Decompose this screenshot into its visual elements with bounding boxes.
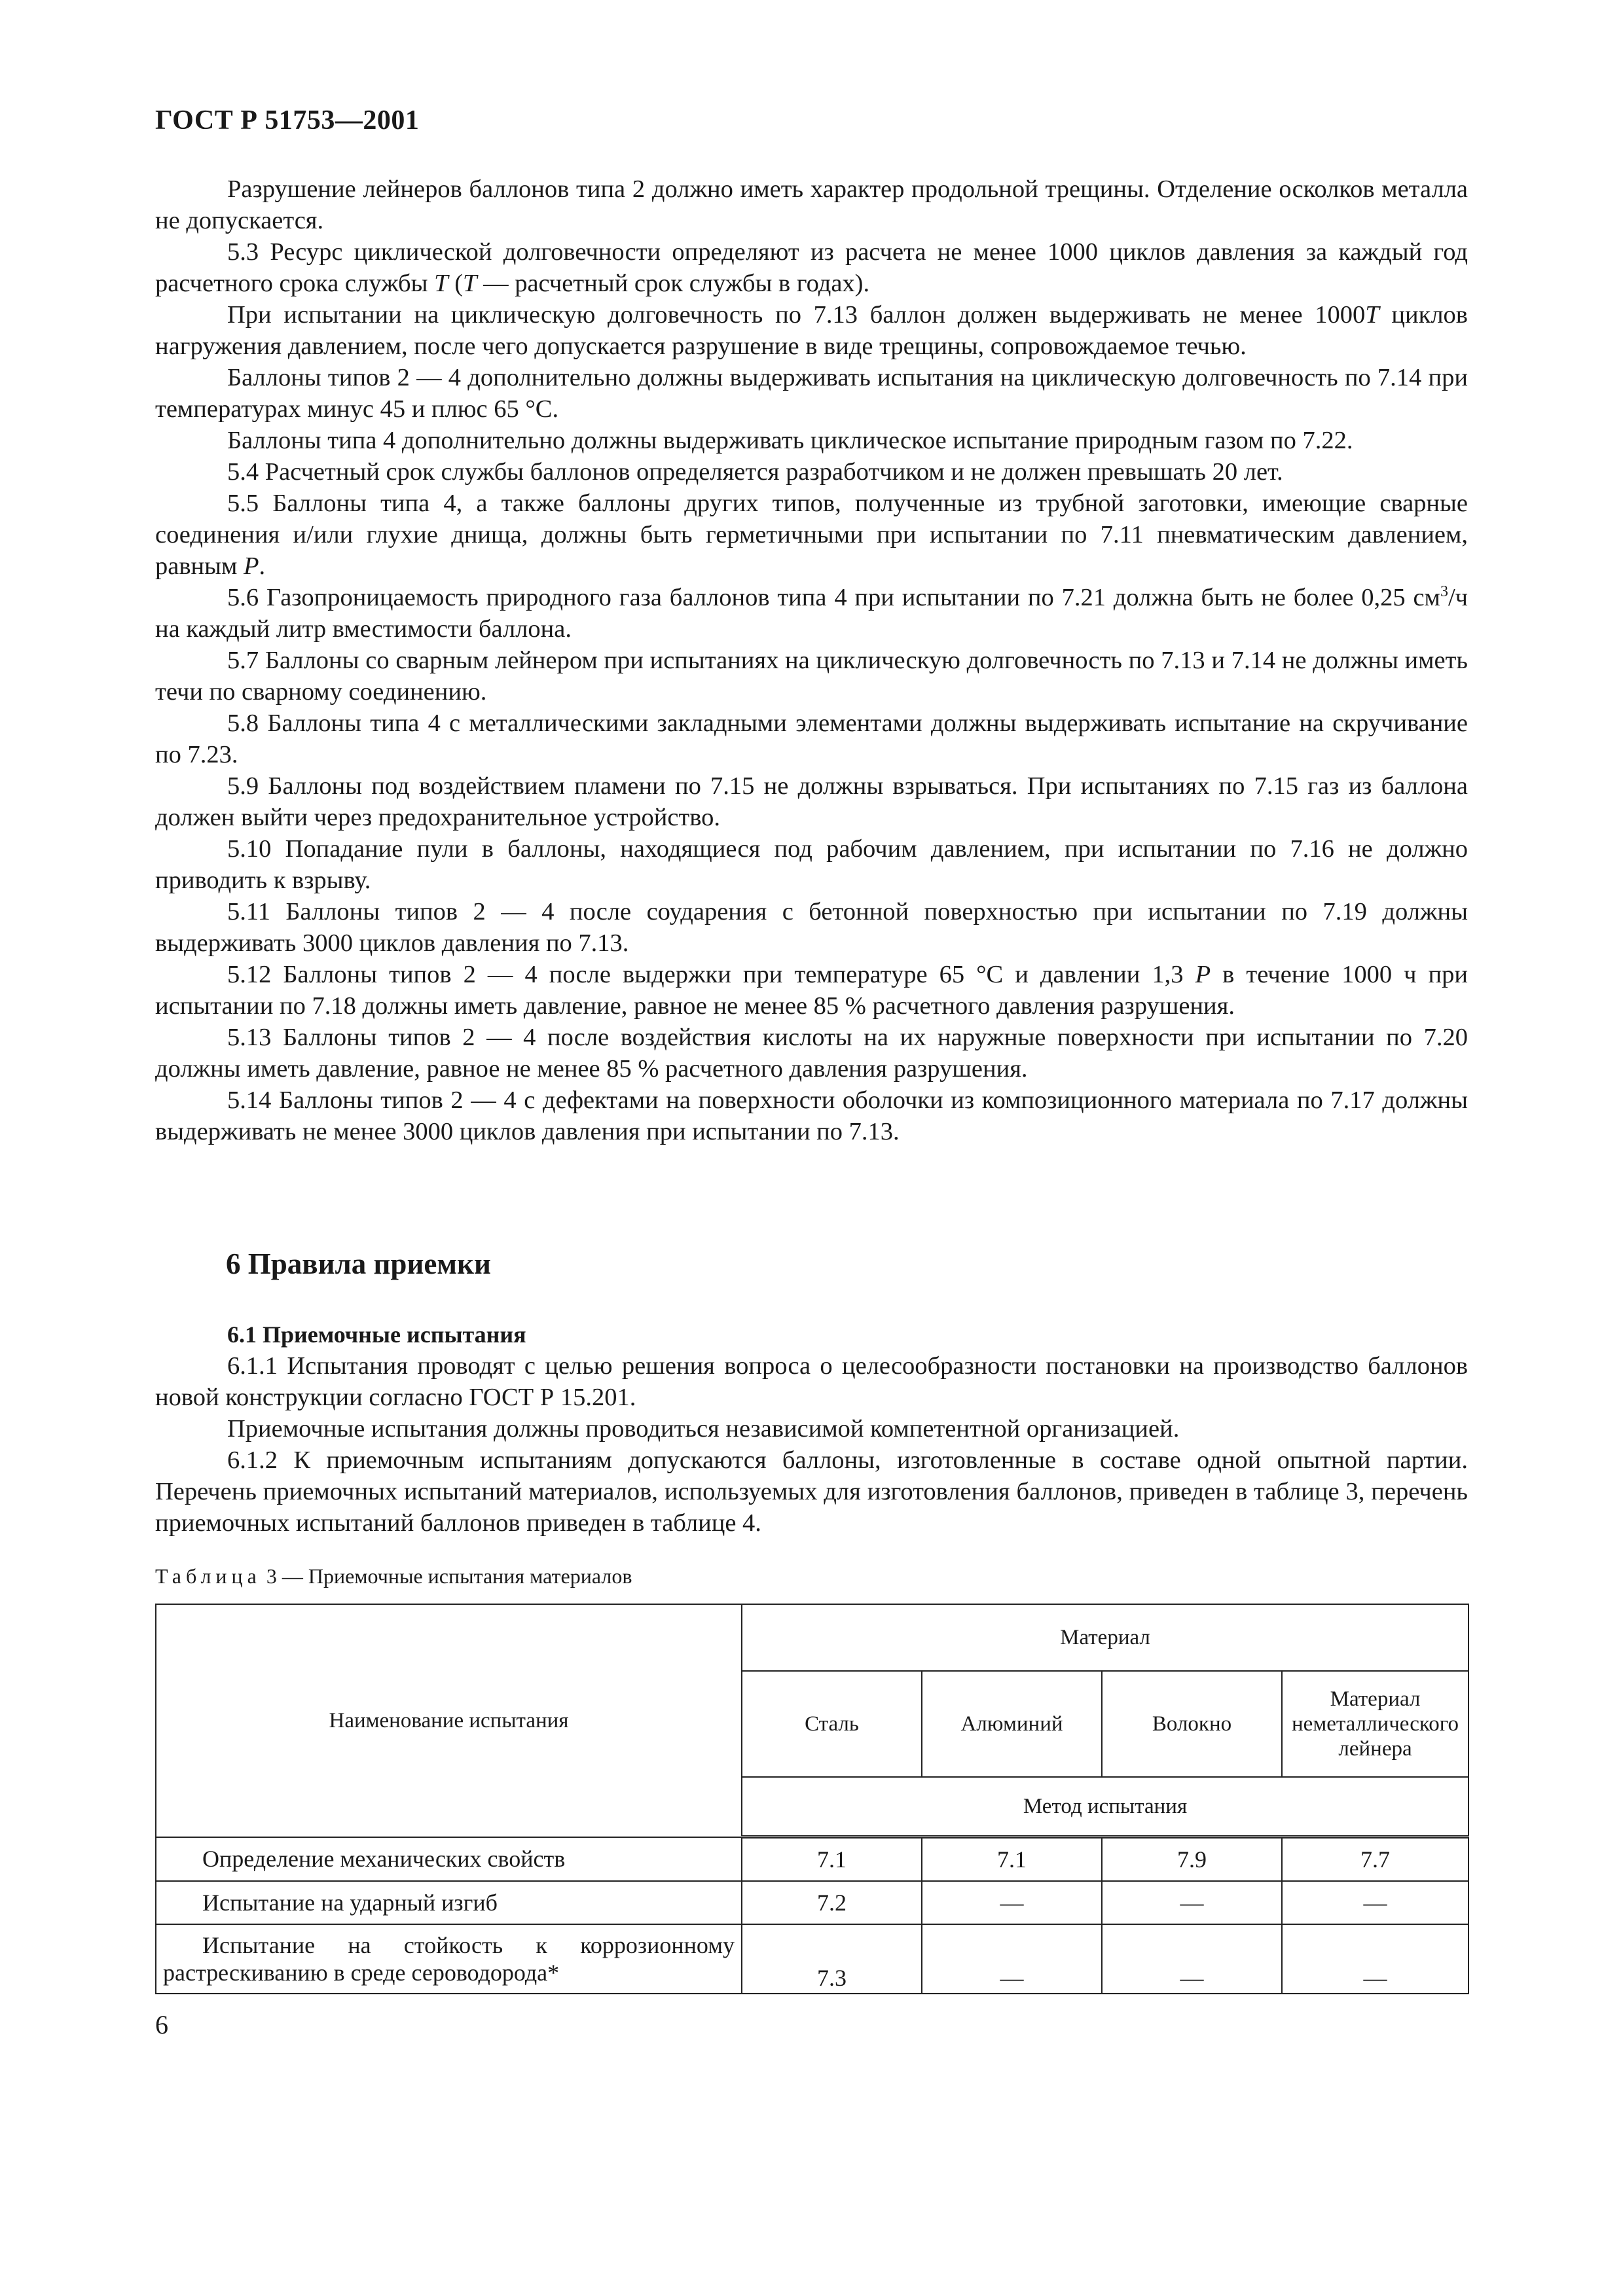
paragraph-5-14: 5.14 Баллоны типов 2 — 4 с дефектами на поверхности оболочки из композиционного материала по 7.17 должны выдерживать не менее 3000 циклов давления при испытании по 7.13.: [155, 1086, 1468, 1145]
paragraph-6-1-2: 6.1.2 К приемочным испытаниям допускаются баллоны, изготовленные в составе одной опытной партии. Перечень приемочных испытаний материалов, используемых для изготовления баллонов, приведен в таблице 3, перечень приемочных испытаний баллонов приведен в таблице 4.: [155, 1446, 1468, 1537]
section5-body: [155, 173, 1468, 1147]
paragraph-5-10: 5.10 Попадание пули в баллоны, находящиеся под рабочим давлением, при испытании по 7.16 не должно приводить к взрыву.: [155, 835, 1468, 894]
paragraph-6-1-1: 6.1.1 Испытания проводят с целью решения вопроса о целесообразности постановки на производство баллонов новой конструкции согласно ГОСТ Р 15.201.: [155, 1352, 1468, 1411]
paragraph-5-3: 5.3 Ресурс циклической долговечности определяют из расчета не менее 1000 циклов давления за каждый год расчетного срока службы T (T — расчетный срок службы в годах).: [155, 238, 1468, 297]
paragraph-5-13: 5.13 Баллоны типов 2 — 4 после воздействия кислоты на их наружные поверхности при испытании по 7.20 должны иметь давление, равное не менее 85 % расчетного давления разрушения.: [155, 1024, 1468, 1083]
paragraph: Баллоны типа 4 дополнительно должны выдерживать циклическое испытание природным газом по 7.22.: [227, 427, 1353, 454]
table-row: [156, 1924, 1468, 1994]
cell-fiber: 7.9: [1102, 1837, 1282, 1882]
table-row: [156, 1881, 1468, 1924]
cell-steel: 7.1: [742, 1837, 922, 1882]
cell-fiber: —: [1102, 1881, 1282, 1924]
paragraph-5-6: 5.6 Газопроницаемость природного газа баллонов типа 4 при испытании по 7.21 должна быть не более 0,25 $см^3/ч$ на каждый литр вместимости баллона.: [155, 583, 1468, 643]
paragraph-5-9: 5.9 Баллоны под воздействием пламени по 7.15 не должны взрываться. При испытаниях по 7.15 газ из баллона должен выйти через предохранительное устройство.: [155, 772, 1468, 831]
cell-aluminum: —: [922, 1924, 1102, 1994]
header-test-name: Наименование испытания: [156, 1604, 742, 1837]
cell-aluminum: 7.1: [922, 1837, 1102, 1882]
header-steel: Сталь: [742, 1671, 922, 1777]
cell-nonmetal: —: [1282, 1924, 1468, 1994]
table-header-row: [156, 1604, 1468, 1671]
row-test-name: Испытание на ударный изгиб: [156, 1881, 742, 1924]
paragraph: Разрушение лейнеров баллонов типа 2 должно иметь характер продольной трещины. Отделение осколков металла не допускается.: [155, 175, 1468, 234]
subsection-6-1-title: 6.1 Приемочные испытания: [227, 1321, 526, 1348]
paragraph-5-11: 5.11 Баллоны типов 2 — 4 после соударения с бетонной поверхностью при испытании по 7.19 должны выдерживать 3000 циклов давления по 7.13.: [155, 898, 1468, 957]
row-test-name: Определение механических свойств: [156, 1837, 742, 1882]
header-fiber: Волокно: [1102, 1671, 1282, 1777]
paragraph-5-8: 5.8 Баллоны типа 4 с металлическими закладными элементами должны выдерживать испытание на скручивание по 7.23.: [155, 709, 1468, 768]
paragraph-5-4: 5.4 Расчетный срок службы баллонов определяется разработчиком и не должен превышать 20 лет.: [227, 458, 1283, 486]
row-test-name: Испытание на стойкость к коррозионному растрескиванию в среде сероводорода*: [156, 1924, 742, 1994]
table3: [155, 1604, 1469, 1994]
paragraph-5-7: 5.7 Баллоны со сварным лейнером при испытаниях на циклическую долговечность по 7.13 и 7.14 не должны иметь течи по сварному соединению.: [155, 647, 1468, 706]
cell-fiber: —: [1102, 1924, 1282, 1994]
paragraph: Баллоны типов 2 — 4 дополнительно должны выдерживать испытания на циклическую долговечность по 7.14 при температурах минус 45 и плюс 65 °С.: [155, 364, 1468, 423]
cell-steel: 7.2: [742, 1881, 922, 1924]
paragraph: При испытании на циклическую долговечность по 7.13 баллон должен выдерживать не менее 1000T циклов нагружения давлением, после чего допускается разрушение в виде трещины, сопровождаемое течью.: [155, 301, 1468, 360]
header-method: Метод испытания: [742, 1777, 1468, 1837]
paragraph-5-5: 5.5 Баллоны типа 4, а также баллоны других типов, полученные из трубной заготовки, имеющие сварные соединения и/или глухие днища, должны быть герметичными при испытании по 7.11 пневматическим давлением, равным P.: [155, 490, 1468, 580]
table3-caption: Таблица 3 — Приемочные испытания материалов: [155, 1564, 632, 1588]
page-number: 6: [155, 2010, 168, 2039]
table-row: [156, 1837, 1468, 1882]
cell-nonmetal: —: [1282, 1881, 1468, 1924]
document-header: ГОСТ Р 51753—2001: [155, 105, 420, 135]
header-nonmetal: Материал неметаллического лейнера: [1282, 1671, 1468, 1777]
section6-body: [155, 1319, 1468, 1539]
paragraph: Приемочные испытания должны проводиться независимой компетентной организацией.: [227, 1415, 1180, 1443]
cell-aluminum: —: [922, 1881, 1102, 1924]
header-material: Материал: [742, 1604, 1468, 1671]
cell-nonmetal: 7.7: [1282, 1837, 1468, 1882]
header-aluminum: Алюминий: [922, 1671, 1102, 1777]
cell-steel: 7.3: [742, 1924, 922, 1994]
section6-title: 6 Правила приемки: [226, 1247, 491, 1280]
paragraph-5-12: 5.12 Баллоны типов 2 — 4 после выдержки при температуре 65 °С и давлении 1,3 P в течение 1000 ч при испытании по 7.18 должны иметь давление, равное не менее 85 % расчетного давления разрушения.: [155, 961, 1468, 1020]
